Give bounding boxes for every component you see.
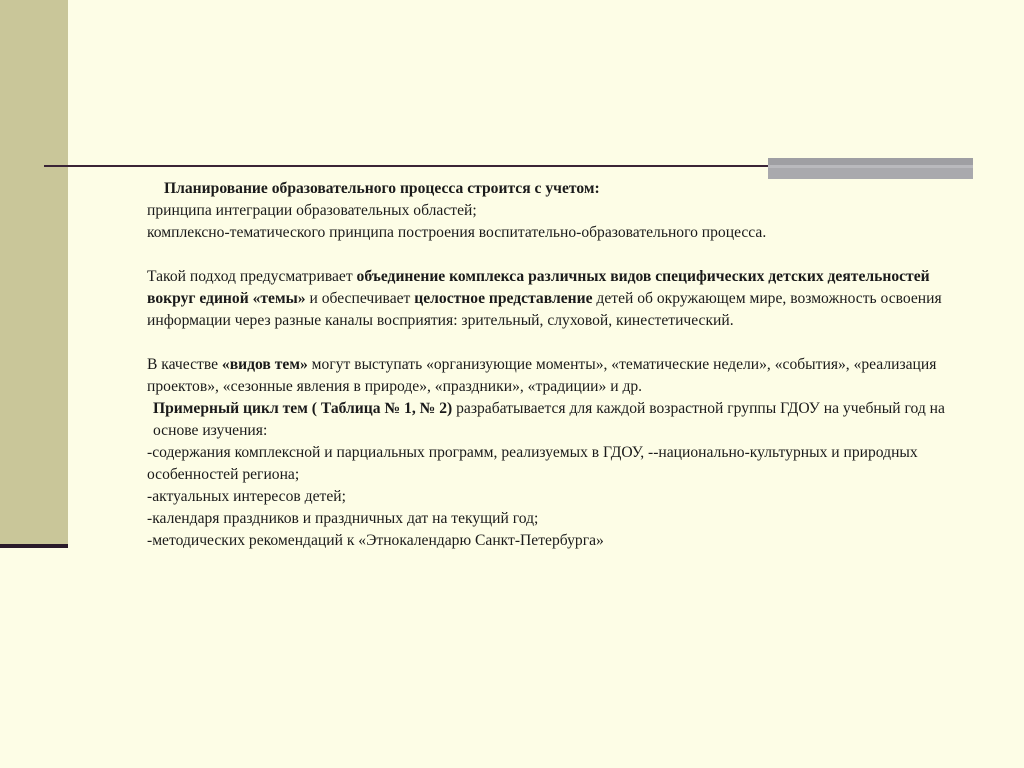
- principle-item: комплексно-тематического принципа построения воспитательно-образовательного процесса.: [147, 224, 767, 241]
- left-decor-bar: [0, 0, 68, 545]
- principle-item: принципа интеграции образовательных областей;: [147, 202, 477, 219]
- list-item: -содержания комплексной и парциальных программ, реализуемых в ГДОУ, --национально-культурных и природных особенностей региона;: [147, 444, 918, 483]
- list-item: -методических рекомендаций к «Этнокалендарю Санкт-Петербурга»: [147, 532, 604, 549]
- gray-accent-bar: [768, 158, 973, 179]
- slide-heading: Планирование образовательного процесса строится с учетом:: [164, 180, 600, 197]
- cycle-paragraph: Примерный цикл тем ( Таблица № 1, № 2) разрабатывается для каждой возрастной группы ГДОУ на учебный год на основе изучения:: [153, 400, 945, 439]
- list-item: -актуальных интересов детей;: [147, 488, 346, 505]
- approach-paragraph: Такой подход предусматривает объединение комплекса различных видов специфических детских деятельностей вокруг единой «темы» и обеспечивает целостное представление детей об окружающем мире, возможность освоения информации через разные каналы восприятия: зрительный, слуховой, кинестетический.: [147, 268, 942, 329]
- slide-body: [147, 178, 967, 552]
- left-decor-rule: [0, 544, 68, 548]
- list-item: -календаря праздников и праздничных дат на текущий год;: [147, 510, 539, 527]
- topics-paragraph: В качестве «видов тем» могут выступать «организующие моменты», «тематические недели», «события», «реализация проектов», «сезонные явления в природе», «праздники», «традиции» и др.: [147, 356, 937, 395]
